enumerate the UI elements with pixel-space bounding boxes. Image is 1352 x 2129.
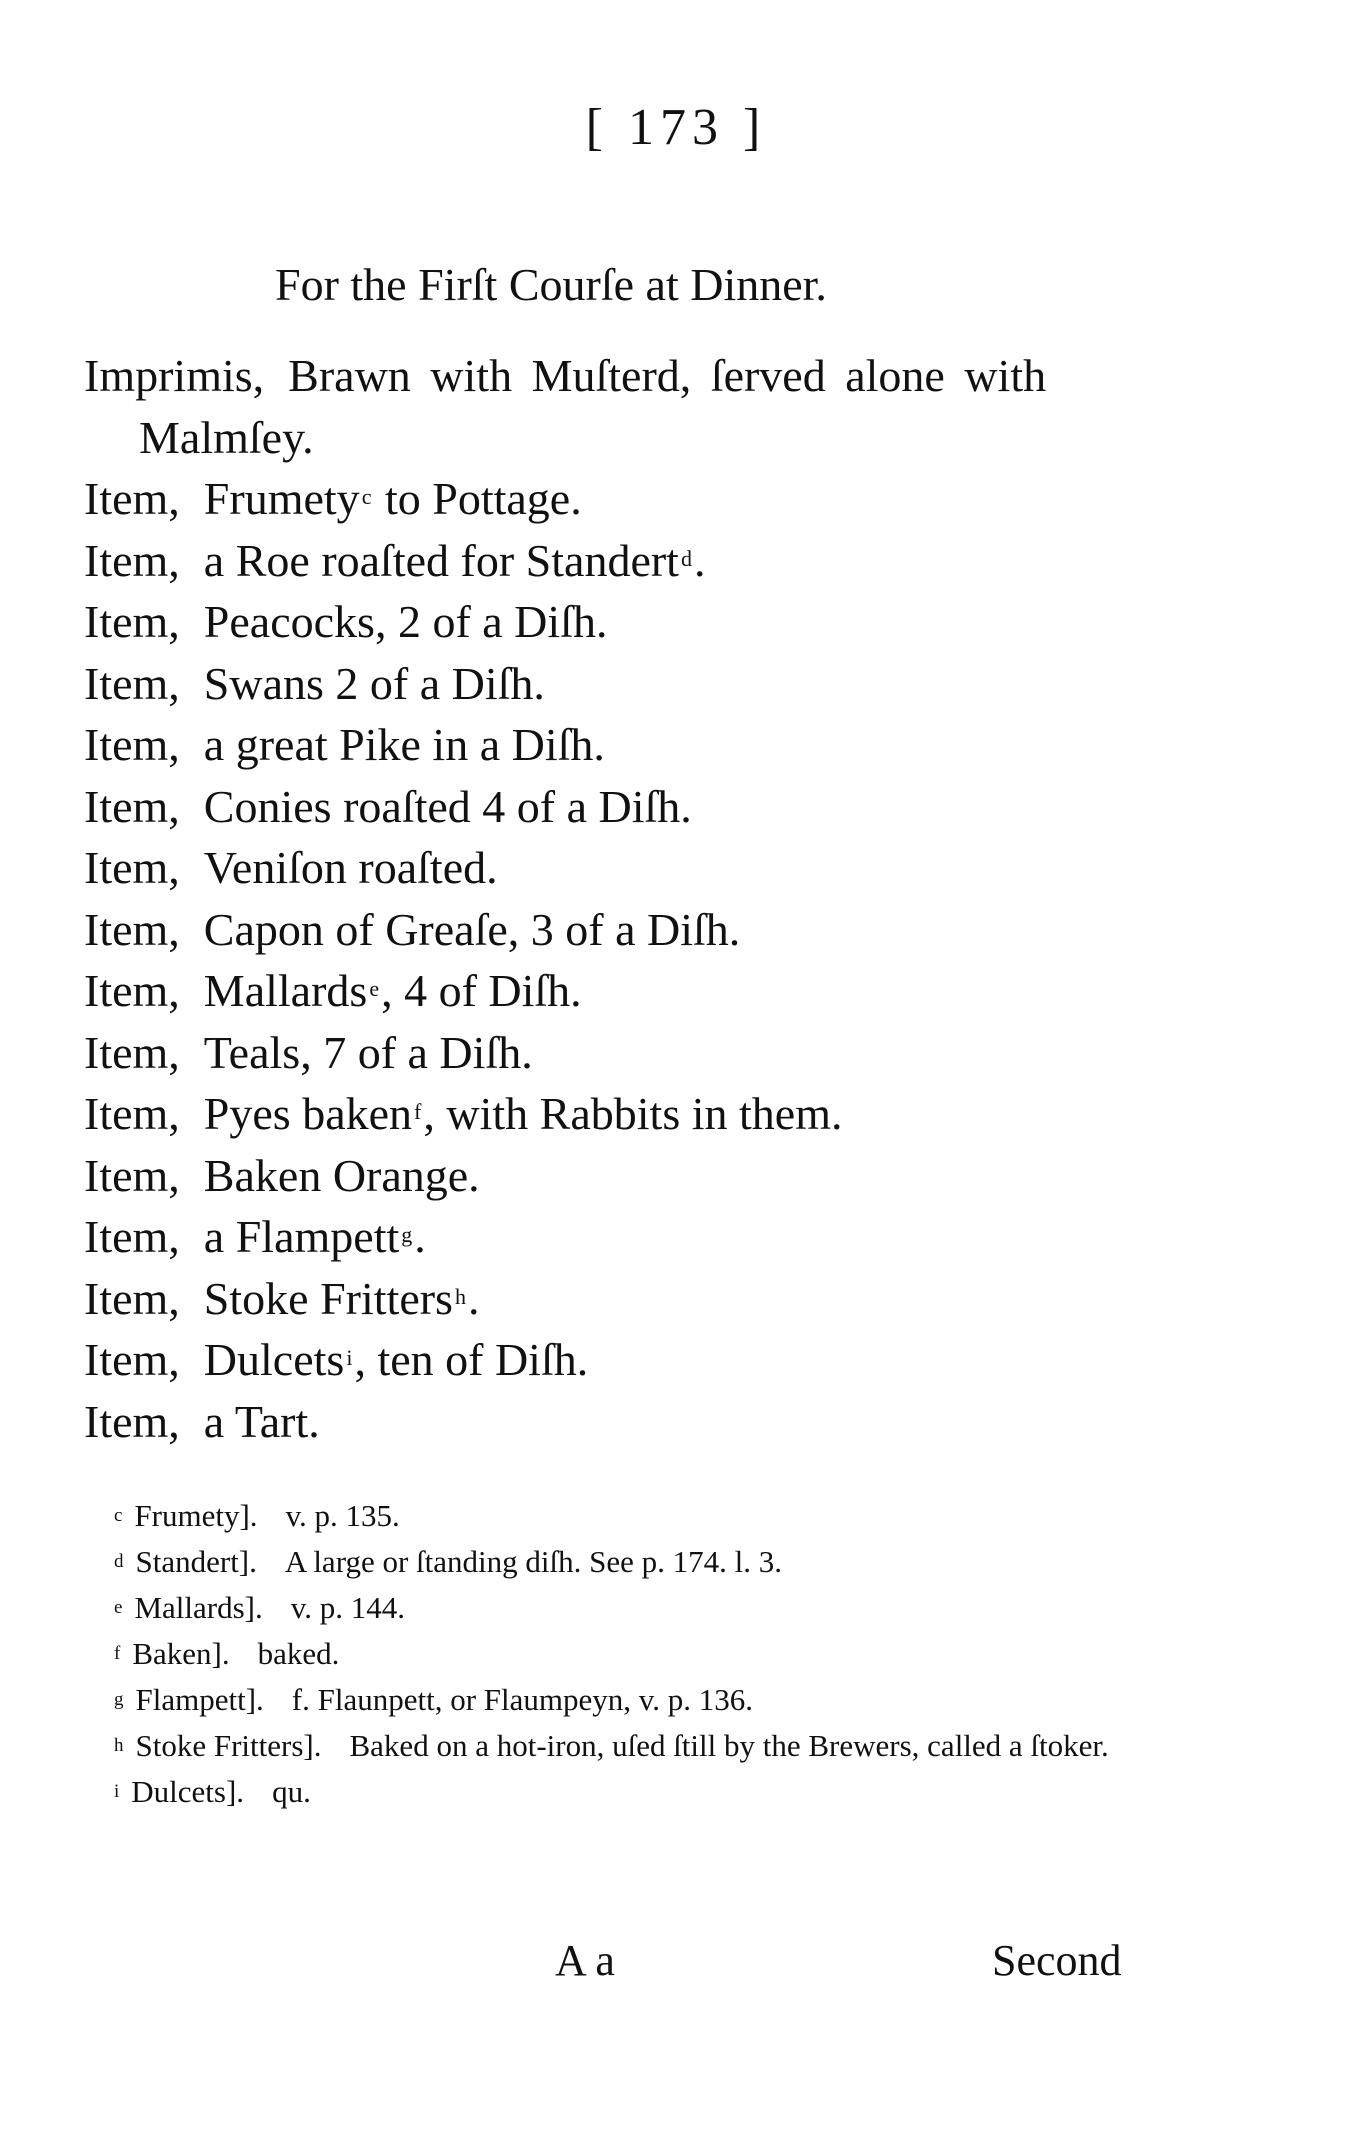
item-label: Item, <box>84 780 180 832</box>
item-text: a Roe roaſted for Standert <box>203 534 679 586</box>
page-foot <box>0 1935 1352 1995</box>
item-label: Item, <box>84 1395 180 1447</box>
footnote-term: Stoke Fritters]. <box>135 1728 322 1763</box>
footnote-ref: d <box>680 545 692 571</box>
item-label: Imprimis, <box>84 350 265 401</box>
item-label: Item, <box>84 1088 180 1139</box>
footnote-term: Standert]. <box>135 1544 257 1579</box>
item-text-after: , ten of Diſh. <box>354 1334 589 1385</box>
footnote-term: Baken]. <box>132 1636 230 1671</box>
item-label: Item, <box>84 1026 180 1078</box>
menu-item <box>84 468 1164 530</box>
footnotes <box>84 1493 1154 1815</box>
item-label: Item, <box>84 1334 180 1385</box>
item-text: Peacocks, 2 of a Diſh. <box>203 596 608 647</box>
item-text: a great Pike in a Diſh. <box>203 719 605 770</box>
menu-item <box>84 1083 1164 1145</box>
item-text: Conies roaſted 4 of a Diſh. <box>203 780 692 832</box>
menu-item <box>84 1022 1164 1084</box>
footnote <box>84 1769 1154 1815</box>
item-label: Item, <box>84 1211 180 1262</box>
footnote-term: Frumety]. <box>134 1498 258 1533</box>
footnote <box>84 1539 1154 1585</box>
item-text: Pyes baken <box>203 1088 413 1139</box>
menu-item <box>84 1268 1164 1330</box>
menu-item <box>84 1206 1164 1268</box>
footnote <box>84 1493 1154 1539</box>
footnote-ref: h <box>454 1283 466 1309</box>
item-text: Frumety <box>203 473 360 524</box>
item-text-after: . <box>693 534 706 586</box>
menu-item <box>84 776 1164 838</box>
footnote-text: baked. <box>257 1636 340 1671</box>
item-text-after: . <box>414 1211 426 1262</box>
item-text: a Flampett <box>203 1211 400 1262</box>
footnote-ref: f <box>414 1099 422 1124</box>
footnote-text: A large or ſtanding diſh. See p. 174. l. 3. <box>284 1544 782 1579</box>
section-heading: For the Firſt Courſe at Dinner. <box>275 259 827 310</box>
footnote-mark: e <box>114 1597 123 1618</box>
footnote <box>84 1677 1154 1723</box>
item-label: Item, <box>84 596 180 647</box>
item-text: Dulcets <box>203 1334 345 1385</box>
menu-item <box>84 1329 1164 1391</box>
item-text-after: , with Rabbits in them. <box>423 1088 843 1139</box>
menu-item <box>84 345 1164 468</box>
item-label: Item, <box>84 719 180 770</box>
item-label: Item, <box>84 1149 180 1201</box>
item-text: Baken Orange. <box>203 1149 480 1201</box>
footnote-mark: d <box>114 1551 124 1572</box>
menu-item <box>84 960 1164 1022</box>
footnote-mark: h <box>114 1735 124 1756</box>
item-label: Item, <box>84 534 180 586</box>
item-label: Item, <box>84 473 180 524</box>
item-label: Item, <box>84 657 180 709</box>
menu-list <box>84 345 1164 1452</box>
menu-item <box>84 837 1164 899</box>
footnote-mark: f <box>114 1643 121 1664</box>
footnote-term: Flampett]. <box>135 1682 264 1717</box>
item-label: Item, <box>84 1272 180 1324</box>
footnote-ref: i <box>346 1345 353 1370</box>
menu-item <box>84 530 1164 592</box>
menu-item <box>84 899 1164 961</box>
item-text-after: , 4 of Diſh. <box>381 965 582 1016</box>
menu-item <box>84 653 1164 715</box>
item-text: Capon of Greaſe, 3 of a Diſh. <box>203 903 741 955</box>
menu-item <box>84 714 1164 776</box>
item-text-after: to Pottage. <box>373 473 582 524</box>
footnote <box>84 1723 1154 1769</box>
footnote-mark: g <box>114 1689 124 1710</box>
menu-item <box>84 1391 1164 1453</box>
footnote-text: f. Flaunpett, or Flaumpeyn, v. p. 136. <box>291 1682 754 1717</box>
menu-item <box>84 1145 1164 1207</box>
footnote-mark: i <box>114 1781 120 1802</box>
footnote-term: Mallards]. <box>134 1590 263 1625</box>
item-text-after: . <box>467 1272 480 1324</box>
footnote-text: Baked on a hot-iron, uſed ſtill by the Brewers, called a ſtoker. <box>349 1728 1109 1763</box>
footnote-text: v. p. 135. <box>285 1498 400 1533</box>
menu-item <box>84 591 1164 653</box>
footnote-text: v. p. 144. <box>290 1590 405 1625</box>
item-text: Veniſon roaſted. <box>203 842 498 893</box>
footnote <box>84 1631 1154 1677</box>
item-text: Swans 2 of a Diſh. <box>203 657 545 709</box>
page-number: [ 173 ] <box>585 99 767 156</box>
footnote-term: Dulcets]. <box>131 1774 245 1809</box>
footnote-ref: g <box>401 1222 413 1247</box>
footnote-ref: c <box>361 484 372 509</box>
item-text: a Tart. <box>203 1395 320 1447</box>
footnote-mark: c <box>114 1505 123 1526</box>
item-label: Item, <box>84 965 180 1016</box>
item-text: Teals, 7 of a Diſh. <box>203 1026 533 1078</box>
item-label: Item, <box>84 903 180 955</box>
catchword: Second <box>992 1936 1122 1985</box>
item-text: Mallards <box>203 965 368 1016</box>
footnote-text: qu. <box>272 1774 311 1809</box>
item-text: Brawn with Muſterd, ſerved alone with Malmſey. <box>139 350 1047 463</box>
item-label: Item, <box>84 842 180 893</box>
footnote <box>84 1585 1154 1631</box>
signature-mark: A a <box>555 1936 615 1985</box>
item-text: Stoke Fritters <box>203 1272 453 1324</box>
footnote-ref: e <box>369 976 380 1001</box>
